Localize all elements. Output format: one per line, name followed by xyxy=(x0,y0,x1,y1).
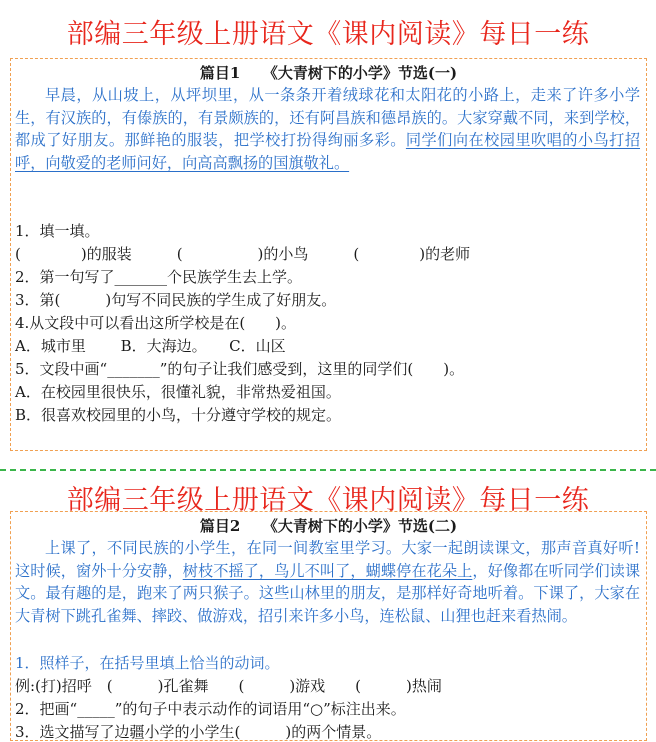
question-1-5: 5．文段中画“_______”的句子让我们感受到，这里的同学们( )。 xyxy=(15,360,465,378)
passage-2-text-a: 上课了，不同民族的小学生，在同一间教室里学习。大家一起朗读课文，那声音真好听!这时候，窗外十分安静， xyxy=(15,539,640,580)
question-1-1-blanks: ( )的服装 ( )的小鸟 ( )的老师 xyxy=(15,245,471,263)
question-2-1-example: 例:(打)招呼 ( )孔雀舞 ( )游戏 ( )热闹 xyxy=(15,677,442,695)
reading-passage-1 xyxy=(15,84,640,174)
exercise-box-2 xyxy=(10,511,647,741)
question-1-4: 4.从文段中可以看出这所学校是在( )。 xyxy=(15,314,297,332)
underlined-sentence-2: 树枝不摇了，鸟儿不叫了，蝴蝶停在花朵上 xyxy=(182,561,473,580)
question-1-4-options: A．城市里 B．大海边。 C．山区 xyxy=(15,337,286,355)
exercise-box-1 xyxy=(10,58,647,451)
passage-1-text: 早晨，从山坡上，从坪坝里，从一条条开着绒球花和太阳花的小路上，走来了许多小学生，有汉族的，有傣族的，有景颇族的，还有阿昌族和德昂族的。大家穿戴不同，来到学校，都成了好朋友。那鲜艳的服装，把学校打扮得绚丽多彩。 xyxy=(15,86,640,149)
banner-title-2: 部编三年级上册语文《课内阅读》每日一练 xyxy=(66,485,590,516)
passage-2-text-b: ，好像都在听同学们读课文。最有趣的是，跑来了两只猴子。这些山林里的朋友，是那样好奇地听着。下课了，大家在大青树下跳孔雀舞、摔跤、做游戏，招引来许多小鸟，连松鼠、山狸也赶来看热闹。 xyxy=(15,561,641,625)
question-2-1: 1．照样子，在括号里填上恰当的动词。 xyxy=(15,654,280,672)
question-2-2: 2．把画“_____”的句子中表示动作的词语用“○”标注出来。 xyxy=(15,700,406,718)
reading-passage-2 xyxy=(15,537,640,627)
question-1-1: 1．填一填。 xyxy=(15,222,100,240)
question-1-2: 2．第一句写了_______个民族学生去上学。 xyxy=(15,268,303,286)
section-heading-1: 篇目1 《大青树下的小学》节选(一) xyxy=(199,64,458,82)
question-1-3: 3．第( )句写不同民族的学生成了好朋友。 xyxy=(15,291,337,309)
question-1-5-option-a: A．在校园里很快乐，很懂礼貌，非常热爱祖国。 xyxy=(15,383,341,401)
underlined-sentence-1: 同学们向在校园里吹唱的小鸟打招呼，向敬爱的老师问好，向高高飘扬的国旗敬礼。 xyxy=(15,131,641,172)
section-heading-2: 篇目2 《大青树下的小学》节选(二) xyxy=(199,517,458,535)
banner-title-1: 部编三年级上册语文《课内阅读》每日一练 xyxy=(66,19,590,50)
section-divider xyxy=(0,469,656,471)
question-2-3-partial: 3．选文描写了边疆小学的小学生( )的两个情景。 xyxy=(15,723,382,741)
question-1-5-option-b: B．很喜欢校园里的小鸟，十分遵守学校的规定。 xyxy=(15,406,342,424)
